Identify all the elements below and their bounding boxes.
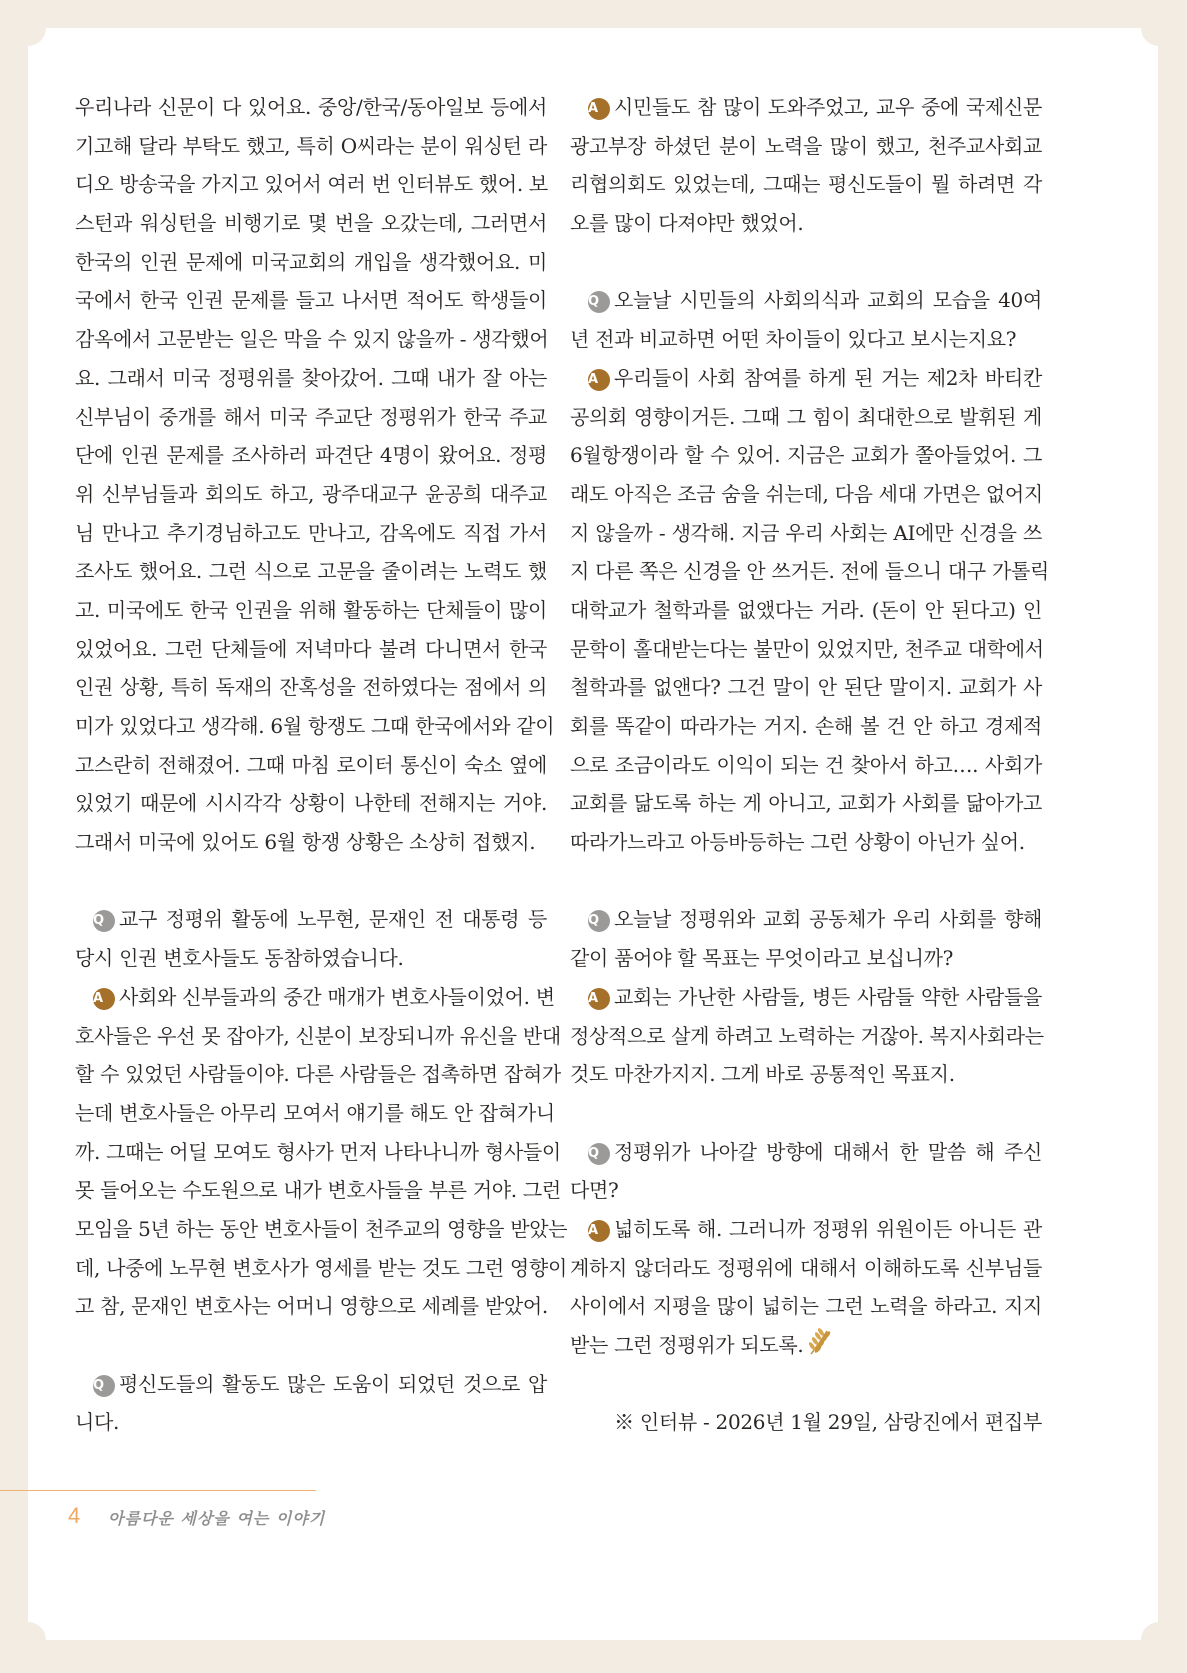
line-text: 다면?: [570, 1178, 619, 1203]
text-line: [570, 320, 1042, 359]
text-line: [75, 204, 547, 243]
line-text: 계하지 않더라도 정평위에 대해서 이해하도록 신부님들: [570, 1255, 1042, 1280]
right-column: [570, 88, 1050, 1442]
text-line: [75, 1287, 547, 1326]
text-line: [570, 359, 1042, 398]
text-line: [570, 204, 1042, 243]
line-text: 정상적으로 살게 하려고 노력하는 거잖아. 복지사회라는: [570, 1023, 1044, 1048]
paragraph-gap: [570, 1094, 1042, 1133]
line-text: 넓히도록 해. 그러니까 정평위 위원이든 아니든 관: [614, 1216, 1042, 1241]
text-line: [570, 978, 1042, 1017]
question-paragraph: [75, 900, 547, 977]
line-text: 미가 있었다고 생각해. 6월 항쟁도 그때 한국에서와 같이: [75, 714, 555, 738]
answer-badge-icon: A: [588, 988, 610, 1010]
line-text: 것도 마찬가지지. 그게 바로 공통적인 목표지.: [570, 1062, 955, 1087]
line-text: 있었어요. 그런 단체들에 저녁마다 불려 다니면서 한국: [75, 636, 547, 661]
line-text: 호사들은 우선 못 잡아가, 신분이 보장되니까 유신을 반대: [75, 1023, 561, 1048]
body-paragraph: [75, 88, 555, 862]
text-line: [75, 1403, 547, 1442]
text-line: [570, 746, 1042, 785]
paragraph-gap: [570, 243, 1042, 282]
question-badge-icon: Q: [93, 910, 115, 932]
text-line: [75, 88, 547, 127]
line-text: 지 다른 쪽은 신경을 안 쓰거든. 전에 들으니 대구 가톨릭: [570, 559, 1050, 584]
line-text: 그래서 미국에 있어도 6월 항쟁 상황은 소상히 접했지.: [75, 830, 536, 855]
text-line: [75, 707, 555, 746]
paragraph-gap: [570, 862, 1042, 901]
line-text: 신부님이 중개를 해서 미국 주교단 정평위가 한국 주교: [75, 404, 547, 429]
text-line: [75, 398, 547, 437]
question-paragraph: [75, 1365, 547, 1442]
line-text: 지 않을까 - 생각해. 지금 우리 사회는 AI에만 신경을 쓰: [570, 520, 1042, 545]
line-text: 할 수 있었던 사람들이야. 다른 사람들은 접촉하면 잡혀가: [75, 1062, 561, 1087]
text-line: [75, 1017, 561, 1056]
answer-badge-icon: A: [588, 369, 610, 391]
text-line: [570, 1403, 1042, 1442]
paragraph-gap: [75, 862, 547, 901]
line-text: 데, 나중에 노무현 변호사가 영세를 받는 것도 그런 영향이: [75, 1255, 567, 1280]
line-text: 오늘날 시민들의 사회의식과 교회의 모습을 40여: [614, 288, 1042, 313]
corner-decoration: [1141, 10, 1177, 46]
line-text: 문학이 홀대받는다는 불만이 있었지만, 천주교 대학에서: [570, 636, 1044, 661]
question-paragraph: [570, 281, 1042, 358]
text-line: [75, 1365, 547, 1404]
text-line: [570, 1210, 1042, 1249]
paragraph-gap: [75, 1326, 547, 1365]
line-text: 사이에서 지평을 많이 넓히는 그런 노력을 하라고. 지지: [570, 1294, 1042, 1319]
answer-badge-icon: A: [588, 1220, 610, 1242]
line-text: 6월항쟁이라 할 수 있어. 지금은 교회가 쫄아들었어. 그: [570, 443, 1042, 468]
text-line: [570, 630, 1042, 669]
text-line: [75, 784, 547, 823]
text-line: [75, 165, 547, 204]
text-line: [570, 1287, 1042, 1326]
line-text: 시민들도 참 많이 도와주었고, 교우 중에 국제신문: [614, 95, 1042, 119]
line-text: 요. 그래서 미국 정평위를 찾아갔어. 그때 내가 잘 아는: [75, 365, 547, 390]
text-line: [570, 281, 1042, 320]
text-line: [570, 1017, 1042, 1056]
line-text: 따라가느라고 아등바등하는 그런 상황이 아닌가 싶어.: [570, 830, 1025, 855]
text-line: [570, 88, 1042, 127]
line-text: 단에 인권 문제를 조사하러 파견단 4명이 왔어요. 정평: [75, 443, 547, 468]
line-text: 광고부장 하셨던 분이 노력을 많이 했고, 천주교사회교: [570, 133, 1042, 158]
line-text: 오늘날 정평위와 교회 공동체가 우리 사회를 향해: [614, 907, 1042, 932]
text-line: [570, 823, 1042, 862]
text-line: [75, 243, 547, 282]
text-line: [570, 591, 1042, 630]
text-line: [75, 436, 547, 475]
left-column: [75, 88, 568, 1442]
question-badge-icon: Q: [588, 910, 610, 932]
line-text: 같이 품어야 할 목표는 무엇이라고 보십니까?: [570, 946, 954, 971]
line-text: 디오 방송국을 가지고 있어서 여러 번 인터뷰도 했어. 보: [75, 172, 548, 197]
answer-paragraph: [570, 978, 1042, 1094]
text-line: [75, 939, 547, 978]
line-text: 고 참, 문재인 변호사는 어머니 영향으로 세례를 받았어.: [75, 1294, 548, 1319]
text-line: [570, 514, 1042, 553]
line-text: 평신도들의 활동도 많은 도움이 되었던 것으로 압: [119, 1371, 547, 1396]
interview-note: [570, 1403, 1042, 1442]
question-badge-icon: Q: [93, 1375, 115, 1397]
text-line: [75, 1171, 561, 1210]
line-text: 으로 조금이라도 이익이 되는 건 찾아서 하고…. 사회가: [570, 752, 1042, 777]
question-badge-icon: Q: [588, 291, 610, 313]
line-text: 고스란히 전해졌어. 그때 마침 로이터 통신이 숙소 옆에: [75, 752, 547, 777]
line-text: 못 들어오는 수도원으로 내가 변호사들을 부른 거야. 그런: [75, 1178, 561, 1203]
line-text: 모임을 5년 하는 동안 변호사들이 천주교의 영향을 받았는: [75, 1216, 568, 1241]
line-text: ※ 인터뷰 - 2026년 1월 29일, 삼랑진에서 편집부: [614, 1410, 1042, 1435]
text-line: [75, 127, 547, 166]
line-text: 교구 정평위 활동에 노무현, 문재인 전 대통령 등: [119, 907, 547, 932]
text-line: [570, 784, 1042, 823]
text-line: [570, 1326, 1042, 1365]
text-line: [570, 165, 1042, 204]
text-line: [570, 1133, 1042, 1172]
text-line: [570, 668, 1042, 707]
line-text: 철학과를 없앤다? 그건 말이 안 된단 말이지. 교회가 사: [570, 675, 1042, 700]
line-text: 스턴과 워싱턴을 비행기로 몇 번을 오갔는데, 그러면서: [75, 211, 547, 236]
text-line: [75, 281, 547, 320]
line-text: 교회를 닮도록 하는 게 아니고, 교회가 사회를 닮아가고: [570, 791, 1042, 816]
text-line: [570, 398, 1042, 437]
corner-decoration: [10, 1622, 46, 1658]
line-text: 기고해 달라 부탁도 했고, 특히 O씨라는 분이 워싱턴 라: [75, 133, 547, 158]
question-paragraph: [570, 1133, 1042, 1210]
line-text: 우리들이 사회 참여를 하게 된 거는 제2차 바티칸: [614, 365, 1042, 390]
line-text: 대학교가 철학과를 없앴다는 거라. (돈이 안 된다고) 인: [570, 597, 1042, 622]
line-text: 있었기 때문에 시시각각 상황이 나한테 전해지는 거야.: [75, 791, 547, 816]
answer-badge-icon: A: [93, 988, 115, 1010]
corner-decoration: [10, 10, 46, 46]
question-badge-icon: Q: [588, 1143, 610, 1165]
line-text: 까. 그때는 어딜 모여도 형사가 먼저 나타나니까 형사들이: [75, 1139, 561, 1164]
text-line: [75, 1249, 567, 1288]
text-line: [75, 552, 547, 591]
line-text: 위 신부님들과 회의도 하고, 광주대교구 윤공희 대주교: [75, 481, 547, 506]
text-line: [75, 823, 547, 862]
text-line: [75, 514, 547, 553]
line-text: 받는 그런 정평위가 되도록.: [570, 1333, 804, 1357]
answer-paragraph: [570, 1210, 1042, 1365]
text-line: [75, 1055, 561, 1094]
text-line: [570, 552, 1050, 591]
page-number: 4: [68, 1503, 81, 1528]
text-line: [570, 1055, 1042, 1094]
line-text: 년 전과 비교하면 어떤 차이들이 있다고 보시는지요?: [570, 327, 1017, 352]
paragraph-gap: [570, 1365, 1042, 1404]
answer-paragraph: [570, 88, 1042, 243]
line-text: 고. 미국에도 한국 인권을 위해 활동하는 단체들이 많이: [75, 597, 547, 622]
line-text: 인권 상황, 특히 독재의 잔혹성을 전하였다는 점에서 의: [75, 675, 547, 700]
line-text: 래도 아직은 조금 숨을 쉬는데, 다음 세대 가면은 없어지: [570, 481, 1043, 506]
corner-decoration: [1141, 1622, 1177, 1658]
line-text: 공의회 영향이거든. 그때 그 힘이 최대한으로 발휘된 게: [570, 404, 1042, 429]
text-line: [75, 591, 547, 630]
text-line: [75, 746, 547, 785]
text-line: [570, 475, 1042, 514]
text-line: [570, 127, 1042, 166]
line-text: 교회는 가난한 사람들, 병든 사람들 약한 사람들을: [614, 984, 1042, 1009]
answer-paragraph: [75, 978, 568, 1326]
line-text: 오를 많이 다져야만 했었어.: [570, 211, 804, 236]
line-text: 사회와 신부들과의 중간 매개가 변호사들이었어. 변: [119, 984, 555, 1009]
text-line: [570, 1171, 1042, 1210]
line-text: 당시 인권 변호사들도 동참하였습니다.: [75, 946, 404, 971]
line-text: 리협의회도 있었는데, 그때는 평신도들이 뭘 하려면 각: [570, 172, 1042, 197]
text-line: [75, 978, 555, 1017]
line-text: 감옥에서 고문받는 일은 막을 수 있지 않을까 - 생각했어: [75, 327, 549, 352]
text-line: [75, 1133, 561, 1172]
text-line: [75, 668, 547, 707]
wheat-leaf-icon: [807, 1328, 833, 1369]
line-text: 우리나라 신문이 다 있어요. 중앙/한국/동아일보 등에서: [75, 95, 547, 119]
publication-title: 아름다운 세상을 여는 이야기: [108, 1509, 326, 1528]
text-line: [75, 900, 547, 939]
answer-paragraph: [570, 359, 1050, 862]
footer-divider: [0, 1490, 316, 1491]
line-text: 정평위가 나아갈 방향에 대해서 한 말씀 해 주신: [614, 1139, 1042, 1164]
text-line: [75, 475, 547, 514]
line-text: 한국의 인권 문제에 미국교회의 개입을 생각했어요. 미: [75, 249, 547, 274]
line-text: 회를 똑같이 따라가는 거지. 손해 볼 건 안 하고 경제적: [570, 714, 1042, 738]
text-line: [570, 900, 1042, 939]
line-text: 님 만나고 추기경님하고도 만나고, 감옥에도 직접 가서: [75, 520, 547, 545]
text-line: [570, 1249, 1042, 1288]
text-line: [570, 707, 1042, 746]
text-line: [75, 359, 547, 398]
line-text: 는데 변호사들은 아무리 모여서 얘기를 해도 안 잡혀가니: [75, 1100, 555, 1125]
text-line: [75, 630, 547, 669]
text-line: [75, 1094, 555, 1133]
text-line: [75, 320, 547, 359]
line-text: 국에서 한국 인권 문제를 들고 나서면 적어도 학생들이: [75, 288, 547, 313]
text-line: [570, 436, 1042, 475]
text-line: [75, 1210, 568, 1249]
text-line: [570, 939, 1042, 978]
answer-badge-icon: A: [588, 98, 610, 120]
line-text: 니다.: [75, 1410, 120, 1435]
question-paragraph: [570, 900, 1042, 977]
line-text: 조사도 했어요. 그런 식으로 고문을 줄이려는 노력도 했: [75, 559, 547, 584]
